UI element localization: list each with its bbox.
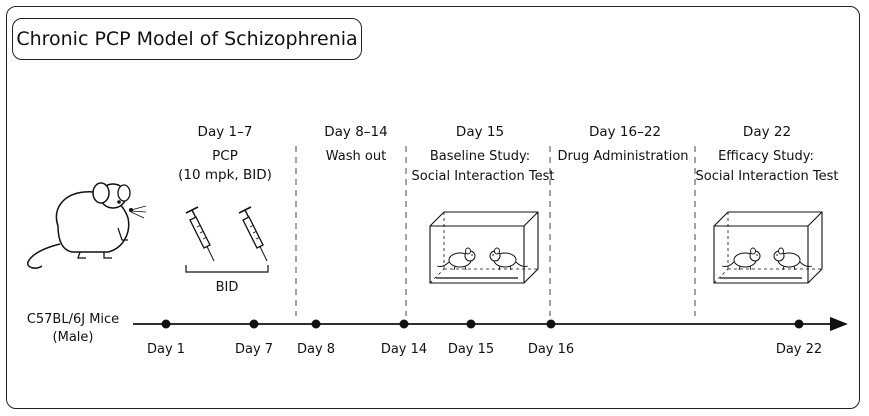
day-label: Day 14 bbox=[380, 342, 428, 357]
mouse-icon bbox=[28, 183, 146, 268]
phase-drug-label: Drug Administration bbox=[557, 149, 689, 164]
phase-baseline-label: Baseline Study: bbox=[429, 149, 531, 164]
timeline-tick-dot bbox=[312, 320, 321, 329]
timeline-tick-dot bbox=[547, 320, 556, 329]
phase-efficacy-label: Efficacy Study: bbox=[718, 149, 814, 164]
timeline-tick-dot bbox=[795, 320, 804, 329]
phase-pcp-header: Day 1–7 bbox=[197, 124, 253, 140]
day-label: Day 1 bbox=[146, 342, 186, 357]
timeline-tick-dot bbox=[162, 320, 171, 329]
diagram-title: Chronic PCP Model of Schizophrenia bbox=[12, 18, 362, 60]
syringe-icon bbox=[186, 207, 214, 261]
phase-efficacy-header: Day 22 bbox=[742, 124, 792, 140]
phase-washout-header: Day 8–14 bbox=[324, 124, 388, 140]
day-label: Day 8 bbox=[296, 342, 336, 357]
social-interaction-box-icon bbox=[714, 212, 822, 283]
phase-washout-label: Wash out bbox=[325, 149, 387, 164]
day-label: Day 22 bbox=[775, 342, 823, 357]
subject-strain: C57BL/6J Mice bbox=[26, 312, 120, 327]
day-label: Day 7 bbox=[234, 342, 274, 357]
phase-baseline-test: Social Interaction Test bbox=[411, 169, 555, 184]
social-interaction-box-icon bbox=[430, 212, 538, 283]
phase-pcp-dose: (10 mpk, BID) bbox=[178, 167, 272, 183]
syringe-icon bbox=[239, 207, 267, 261]
phase-drug-header: Day 16–22 bbox=[588, 124, 662, 140]
subject-sex: (Male) bbox=[52, 330, 94, 345]
phase-baseline-header: Day 15 bbox=[455, 124, 505, 140]
timeline-tick-dot bbox=[467, 320, 476, 329]
timeline-tick-dot bbox=[250, 320, 259, 329]
bid-label: BID bbox=[215, 280, 239, 295]
timeline-tick-dot bbox=[400, 320, 409, 329]
phase-pcp-treatment: PCP bbox=[212, 148, 238, 164]
day-label: Day 16 bbox=[527, 342, 575, 357]
bid-bracket bbox=[186, 265, 268, 272]
phase-efficacy-test: Social Interaction Test bbox=[695, 169, 839, 184]
day-label: Day 15 bbox=[447, 342, 495, 357]
